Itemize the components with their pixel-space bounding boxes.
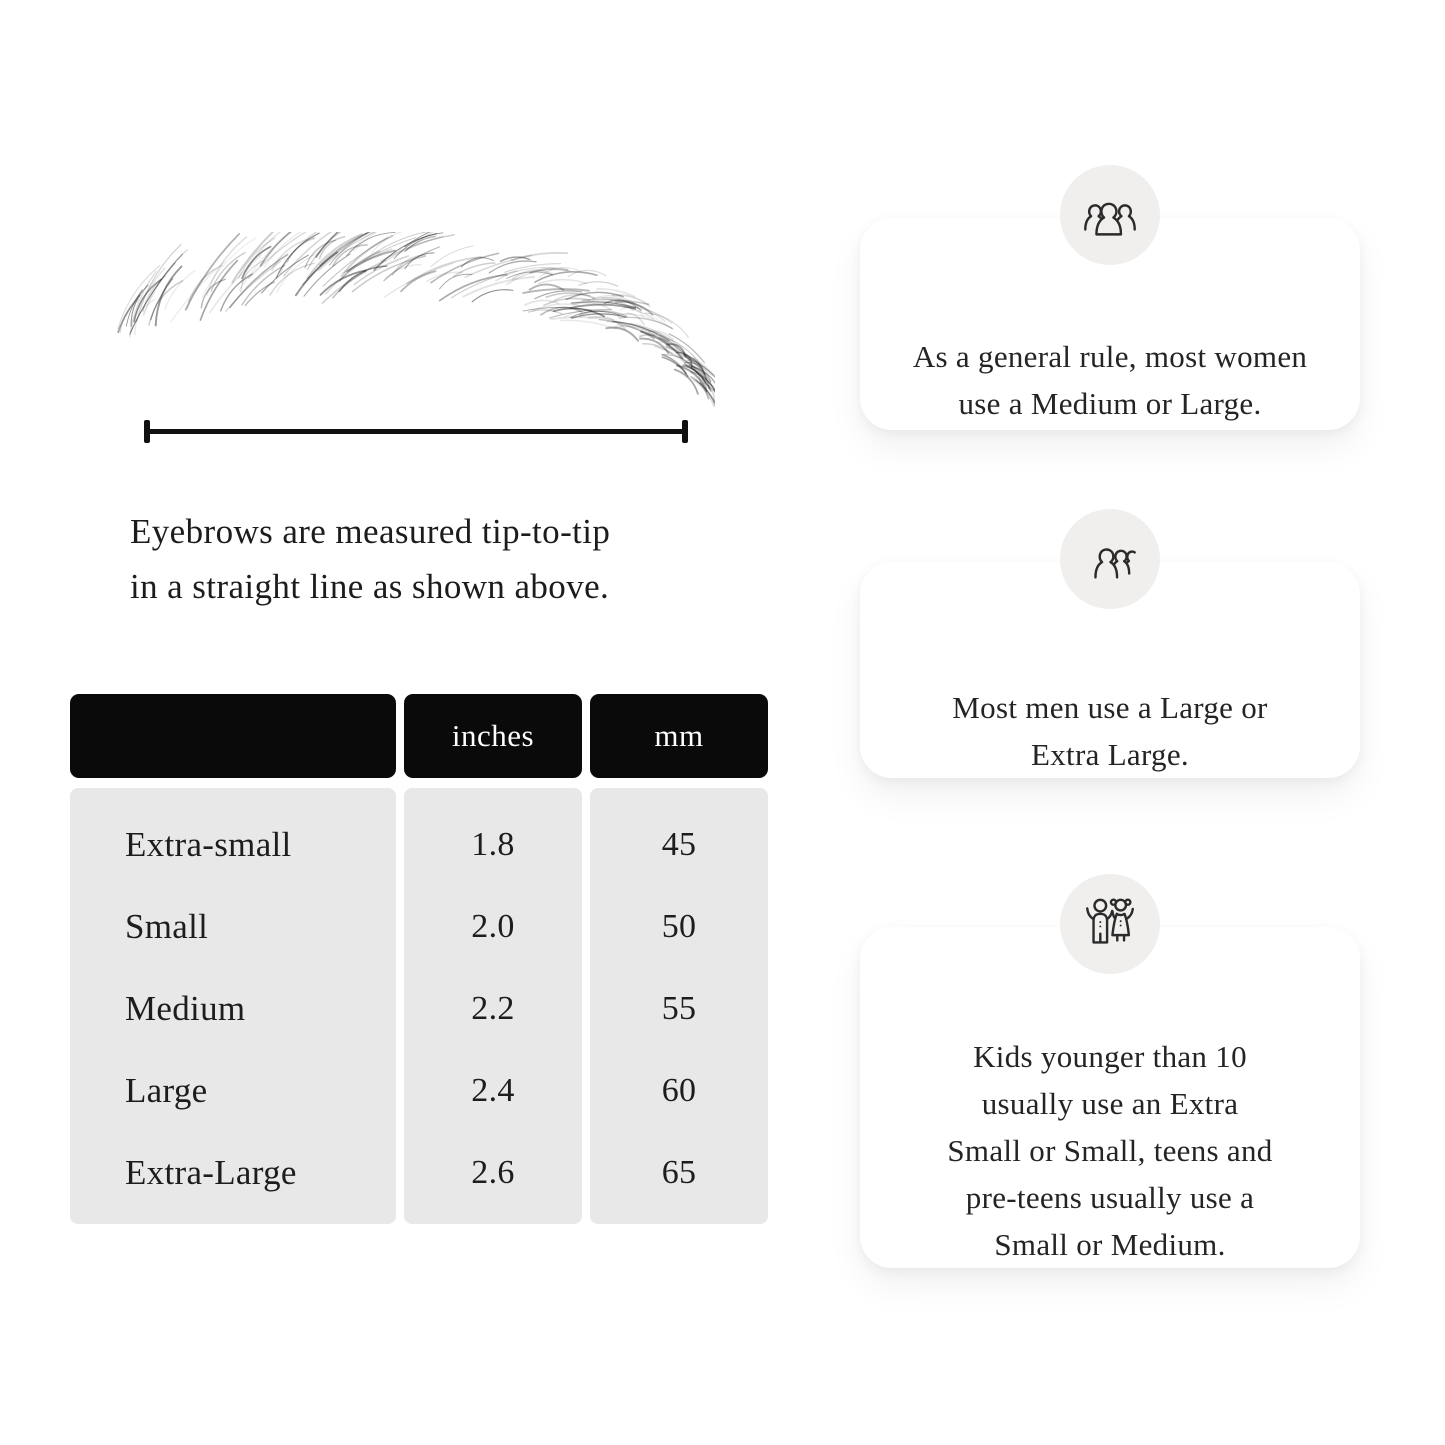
measurement-line bbox=[146, 429, 688, 434]
table-cell-inches: 2.0 bbox=[471, 908, 515, 945]
children-icon bbox=[1060, 874, 1160, 974]
table-cell-inches: 2.4 bbox=[471, 1072, 515, 1109]
card-text-line: pre-teens usually use a bbox=[965, 1180, 1255, 1215]
card-text-line: Small or Small, teens and bbox=[947, 1133, 1273, 1168]
measurement-caption bbox=[130, 504, 740, 614]
table-cell-inches: 2.2 bbox=[471, 990, 515, 1027]
kids-sizing-card bbox=[860, 927, 1360, 1268]
card-text-line: As a general rule, most women bbox=[912, 339, 1308, 374]
size-table-header-inches: inches bbox=[404, 694, 582, 778]
table-cell-inches: 1.8 bbox=[471, 826, 515, 863]
measurement-line-left-cap bbox=[144, 420, 150, 443]
table-cell-inches: 2.6 bbox=[471, 1154, 515, 1191]
size-table-header-row bbox=[70, 694, 768, 778]
table-cell-mm: 55 bbox=[661, 990, 697, 1027]
size-table-header-blank bbox=[70, 694, 396, 778]
men-group-icon-svg bbox=[1079, 528, 1141, 590]
women-sizing-text bbox=[860, 333, 1360, 427]
table-row-label: Large bbox=[125, 1071, 208, 1110]
caption-line-1: Eyebrows are measured tip-to-tip bbox=[130, 512, 611, 551]
size-table-mm-column bbox=[590, 788, 768, 1224]
table-cell-mm: 65 bbox=[661, 1154, 697, 1191]
card-text-line: Extra Large. bbox=[1031, 737, 1189, 772]
table-row-label: Small bbox=[125, 907, 209, 946]
card-text-line: Most men use a Large or bbox=[952, 690, 1268, 725]
men-group-icon bbox=[1060, 509, 1160, 609]
men-sizing-text bbox=[860, 684, 1360, 778]
card-text-line: Kids younger than 10 bbox=[973, 1039, 1247, 1074]
size-table-body bbox=[70, 788, 768, 1224]
size-table-label-column bbox=[70, 788, 396, 1224]
card-text-line: usually use an Extra bbox=[981, 1086, 1239, 1121]
children-icon-svg bbox=[1079, 893, 1141, 955]
table-row-label: Extra-small bbox=[125, 825, 292, 864]
card-text-line: use a Medium or Large. bbox=[958, 386, 1262, 421]
caption-line-2: in a straight line as shown above. bbox=[130, 567, 610, 606]
table-cell-mm: 50 bbox=[661, 908, 697, 945]
women-group-icon bbox=[1060, 165, 1160, 265]
size-table-header-mm: mm bbox=[590, 694, 768, 778]
kids-sizing-text bbox=[860, 1033, 1360, 1268]
table-row-label: Extra-Large bbox=[125, 1153, 297, 1192]
table-row-label: Medium bbox=[125, 989, 246, 1028]
size-table-inches-column bbox=[404, 788, 582, 1224]
measurement-line-right-cap bbox=[682, 420, 688, 443]
eyebrow-illustration bbox=[115, 232, 715, 407]
women-group-icon-svg bbox=[1079, 184, 1141, 246]
table-cell-mm: 45 bbox=[661, 826, 697, 863]
card-text-line: Small or Medium. bbox=[994, 1227, 1226, 1262]
eyebrow-sketch-svg bbox=[115, 232, 715, 407]
table-cell-mm: 60 bbox=[661, 1072, 697, 1109]
